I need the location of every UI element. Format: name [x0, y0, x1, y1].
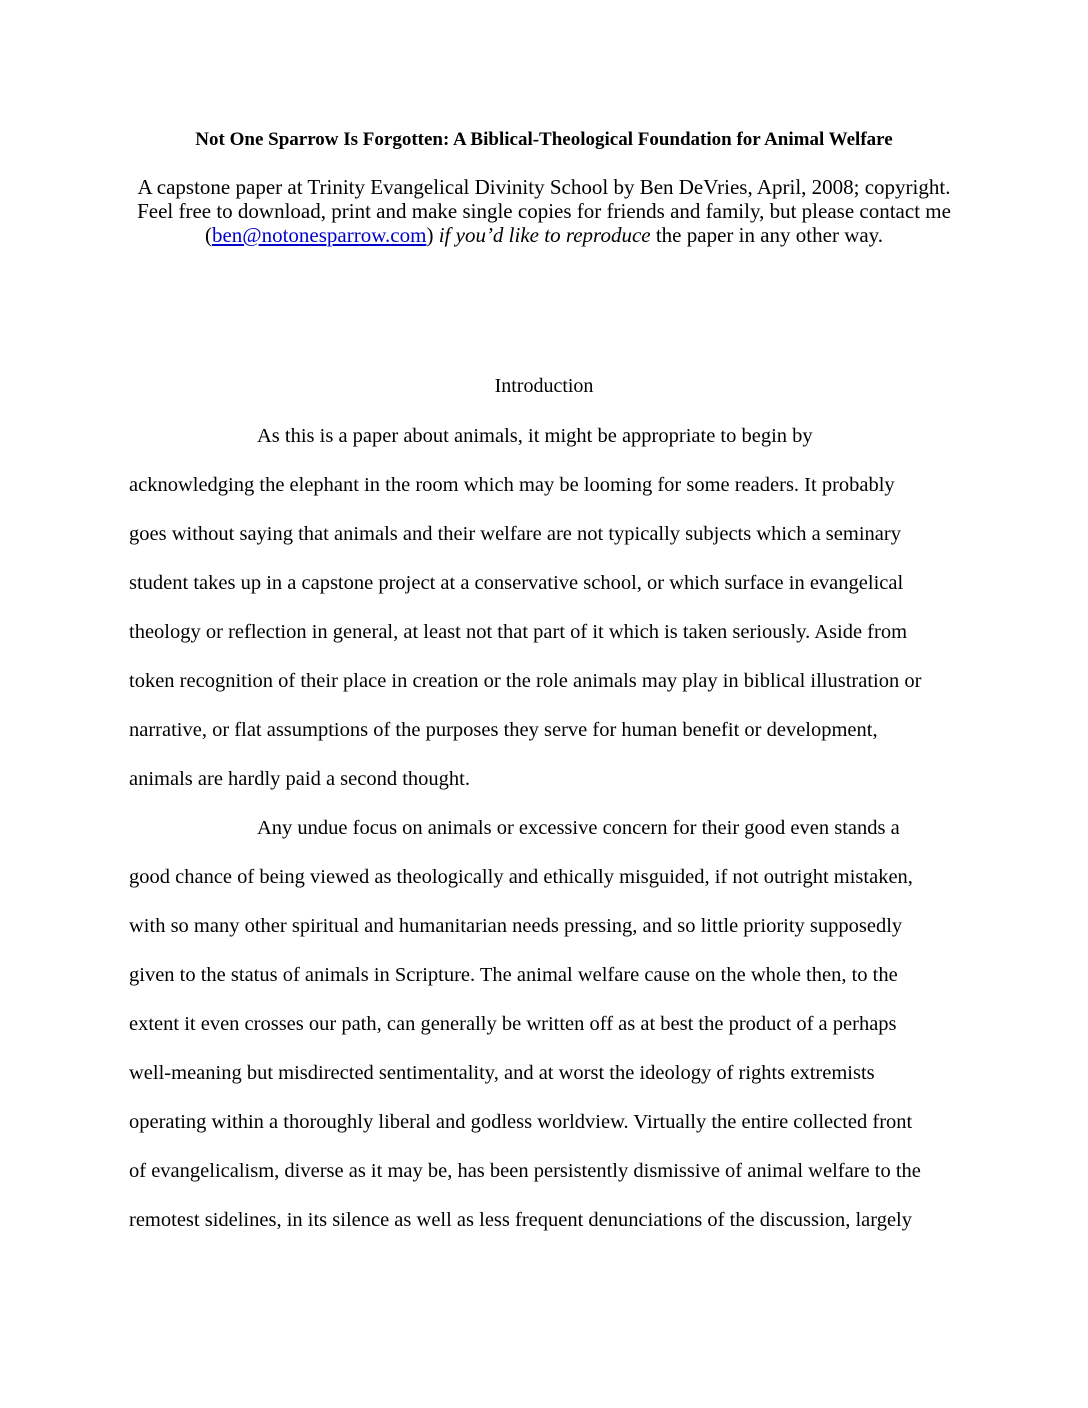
text-line: with so many other spiritual and humanitarian needs pressing, and so little priority supposedly — [129, 915, 903, 937]
body-text — [129, 420, 969, 1253]
meta-italic-text: if you’d like to reproduce — [438, 223, 651, 247]
paper-metadata — [100, 175, 988, 247]
text-line: Any undue focus on animals or excessive concern for their good even stands a — [257, 817, 900, 839]
text-line: theology or reflection in general, at least not that part of it which is taken seriously. Aside from — [129, 621, 908, 643]
text-line: remotest sidelines, in its silence as well as less frequent denunciations of the discussion, largely — [129, 1209, 913, 1231]
meta-open-paren: ( — [204, 223, 212, 247]
meta-line-3 — [100, 223, 988, 247]
paper-title: Not One Sparrow Is Forgotten: A Biblical-Theological Foundation for Animal Welfare — [195, 129, 893, 150]
paragraph-1 — [129, 420, 969, 812]
meta-close-paren: ) — [426, 223, 434, 247]
text-line: of evangelicalism, diverse as it may be, has been persistently dismissive of animal welfare to the — [129, 1160, 921, 1182]
paragraph-2 — [129, 812, 969, 1253]
text-line: acknowledging the elephant in the room which may be looming for some readers. It probably — [129, 474, 895, 496]
text-line: good chance of being viewed as theologically and ethically misguided, if not outright mistaken, — [129, 866, 913, 888]
text-line: token recognition of their place in creation or the role animals may play in biblical illustration or — [129, 670, 922, 692]
section-heading: Introduction — [494, 375, 594, 397]
text-line: operating within a thoroughly liberal and godless worldview. Virtually the entire collected front — [129, 1111, 913, 1133]
text-line: goes without saying that animals and their welfare are not typically subjects which a seminary — [129, 523, 901, 545]
text-line: As this is a paper about animals, it might be appropriate to begin by — [257, 425, 813, 447]
email-link[interactable]: ben@notonesparrow.com — [211, 223, 427, 247]
text-line: well-meaning but misdirected sentimentality, and at worst the ideology of rights extremists — [129, 1062, 875, 1084]
text-line: student takes up in a capstone project at a conservative school, or which surface in evangelical — [129, 572, 904, 594]
text-line: narrative, or flat assumptions of the purposes they serve for human benefit or development, — [129, 719, 878, 741]
text-line: given to the status of animals in Scripture. The animal welfare cause on the whole then, to the — [129, 964, 898, 986]
meta-line-2: Feel free to download, print and make single copies for friends and family, but please contact me — [137, 199, 951, 223]
meta-line-1: A capstone paper at Trinity Evangelical Divinity School by Ben DeVries, April, 2008; copyright. — [137, 175, 951, 199]
text-line: extent it even crosses our path, can generally be written off as at best the product of a perhaps — [129, 1013, 897, 1035]
meta-tail-text: the paper in any other way. — [655, 223, 884, 247]
text-line: animals are hardly paid a second thought. — [129, 768, 470, 790]
